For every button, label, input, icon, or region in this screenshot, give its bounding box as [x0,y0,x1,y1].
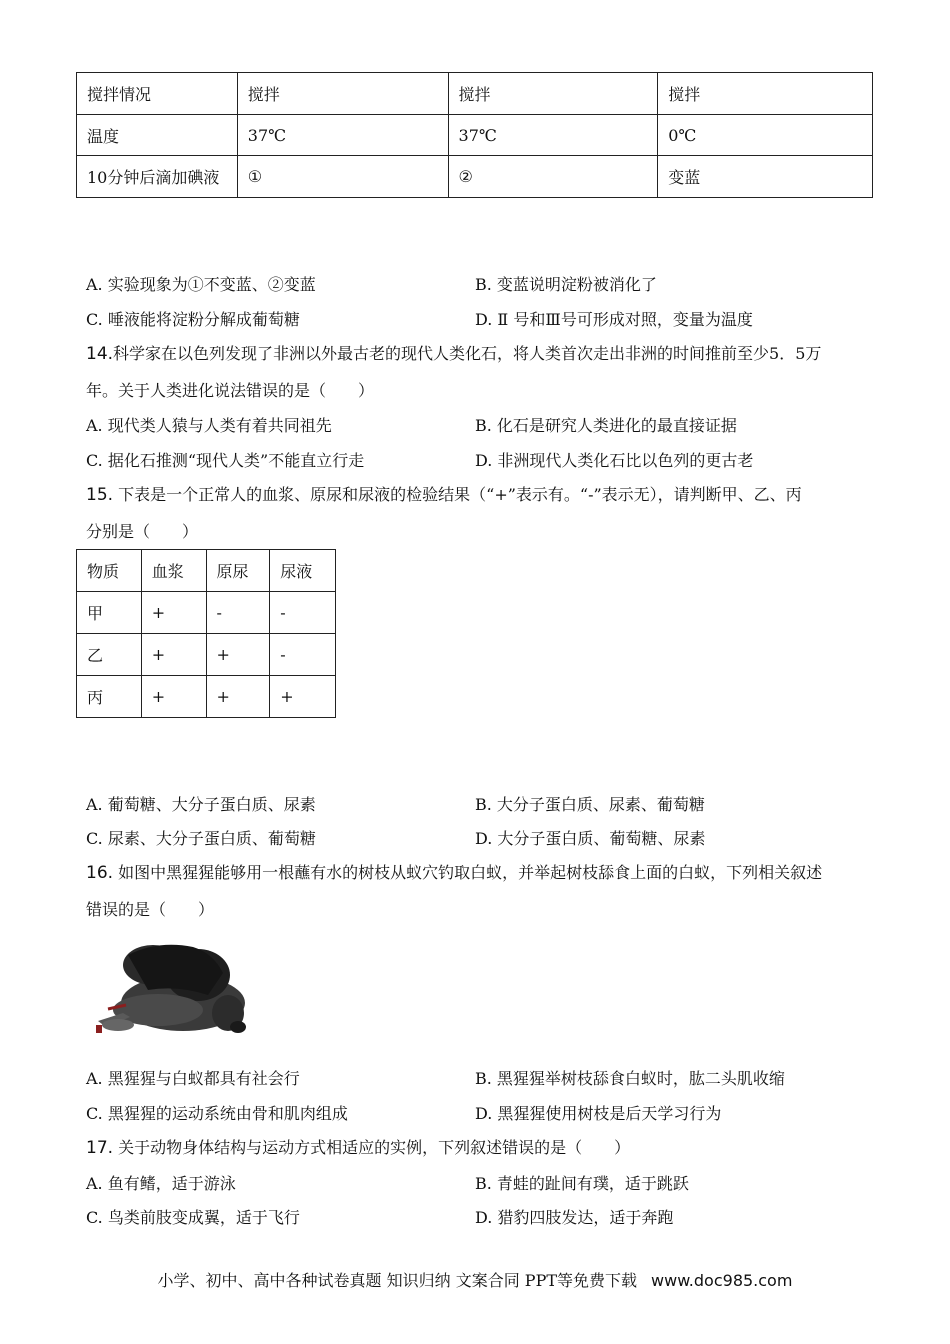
question-text: 下表是一个正常人的血浆、原尿和尿液的检验结果（“+”表示有。“-”表示无），请判断甲、乙、丙 [118,485,802,504]
q14-stem-line2: 年。关于人类进化说法错误的是（ ） [86,381,375,400]
q16-stem-line1 [86,860,822,883]
table-cell: + [141,676,206,718]
table-cell: + [206,634,270,676]
q16-option-d[interactable]: D. 黑猩猩使用树枝是后天学习行为 [475,1104,722,1123]
q15-option-c[interactable]: C. 尿素、大分子蛋白质、葡萄糖 [86,829,316,848]
table-cell: + [206,676,270,718]
q13-option-a[interactable]: A. 实验现象为①不变蓝、②变蓝 [86,275,316,294]
table-cell: 搅拌 [448,73,658,115]
table-cell: + [270,676,336,718]
table-cell: 37℃ [448,115,658,156]
table-cell: 10分钟后滴加碘液 [77,156,238,198]
q14-option-c[interactable]: C. 据化石推测“现代人类”不能直立行走 [86,451,365,470]
q15-stem-line2: 分别是（ ） [86,522,199,541]
table-header-cell: 尿液 [270,550,336,592]
q14-option-b[interactable]: B. 化石是研究人类进化的最直接证据 [475,416,737,435]
question-text: 科学家在以色列发现了非洲以外最古老的现代人类化石，将人类首次走出非洲的时间推前至少5．5万 [113,344,822,363]
table-cell: - [270,592,336,634]
table-cell: 乙 [77,634,142,676]
table-cell: 温度 [77,115,238,156]
experiment-table [76,72,873,198]
q17-stem-line1 [86,1135,630,1158]
q16-stem-line2: 错误的是（ ） [86,900,215,919]
footer-text: 小学、初中、高中各种试卷真题 知识归纳 文案合同 PPT等免费下载 [157,1271,638,1290]
table-cell: - [270,634,336,676]
table-cell: 变蓝 [658,156,873,198]
table-cell: + [141,634,206,676]
table-cell: 搅拌 [237,73,448,115]
page-footer [0,1268,950,1291]
question-number: 15. [86,485,114,505]
question-number: 16. [86,863,114,883]
question-number: 14. [86,344,114,364]
question-text: 如图中黑猩猩能够用一根蘸有水的树枝从蚁穴钓取白蚁，并举起树枝舔食上面的白蚁，下列相关叙述 [118,863,823,882]
q15-option-d[interactable]: D. 大分子蛋白质、葡萄糖、尿素 [475,829,706,848]
table-cell: 0℃ [658,115,873,156]
table-header-cell: 物质 [77,550,142,592]
urine-test-table [76,549,336,718]
table-cell: + [141,592,206,634]
q14-option-a[interactable]: A. 现代类人猿与人类有着共同祖先 [86,416,332,435]
q16-option-c[interactable]: C. 黑猩猩的运动系统由骨和肌肉组成 [86,1104,348,1123]
table-cell: 丙 [77,676,142,718]
q14-option-d[interactable]: D. 非洲现代人类化石比以色列的更古老 [475,451,754,470]
q15-option-b[interactable]: B. 大分子蛋白质、尿素、葡萄糖 [475,795,705,814]
table-cell: ② [448,156,658,198]
q13-option-b[interactable]: B. 变蓝说明淀粉被消化了 [475,275,657,294]
chimpanzee-photo-icon [88,935,248,1040]
question-number: 17. [86,1138,114,1158]
q15-option-a[interactable]: A. 葡萄糖、大分子蛋白质、尿素 [86,795,316,814]
table-cell: 搅拌情况 [77,73,238,115]
table-header-cell: 血浆 [141,550,206,592]
table-cell: ① [237,156,448,198]
q17-option-c[interactable]: C. 鸟类前肢变成翼，适于飞行 [86,1208,300,1227]
table-cell: - [206,592,270,634]
q17-option-a[interactable]: A. 鱼有鳍，适于游泳 [86,1174,236,1193]
q15-stem-line1 [86,482,802,505]
q16-option-b[interactable]: B. 黑猩猩举树枝舔食白蚁时，肱二头肌收缩 [475,1069,785,1088]
footer-url-link[interactable]: www.doc985.com [651,1271,793,1290]
q17-option-b[interactable]: B. 青蛙的趾间有璞，适于跳跃 [475,1174,689,1193]
table-cell: 37℃ [237,115,448,156]
q13-option-d[interactable]: D. Ⅱ 号和Ⅲ号可形成对照，变量为温度 [475,310,753,329]
q13-option-c[interactable]: C. 唾液能将淀粉分解成葡萄糖 [86,310,300,329]
question-text: 关于动物身体结构与运动方式相适应的实例，下列叙述错误的是（ ） [118,1138,631,1157]
q17-option-d[interactable]: D. 猎豹四肢发达，适于奔跑 [475,1208,674,1227]
q16-option-a[interactable]: A. 黑猩猩与白蚁都具有社会行 [86,1069,300,1088]
table-cell: 搅拌 [658,73,873,115]
table-cell: 甲 [77,592,142,634]
q14-stem-line1 [86,341,821,364]
table-header-cell: 原尿 [206,550,270,592]
